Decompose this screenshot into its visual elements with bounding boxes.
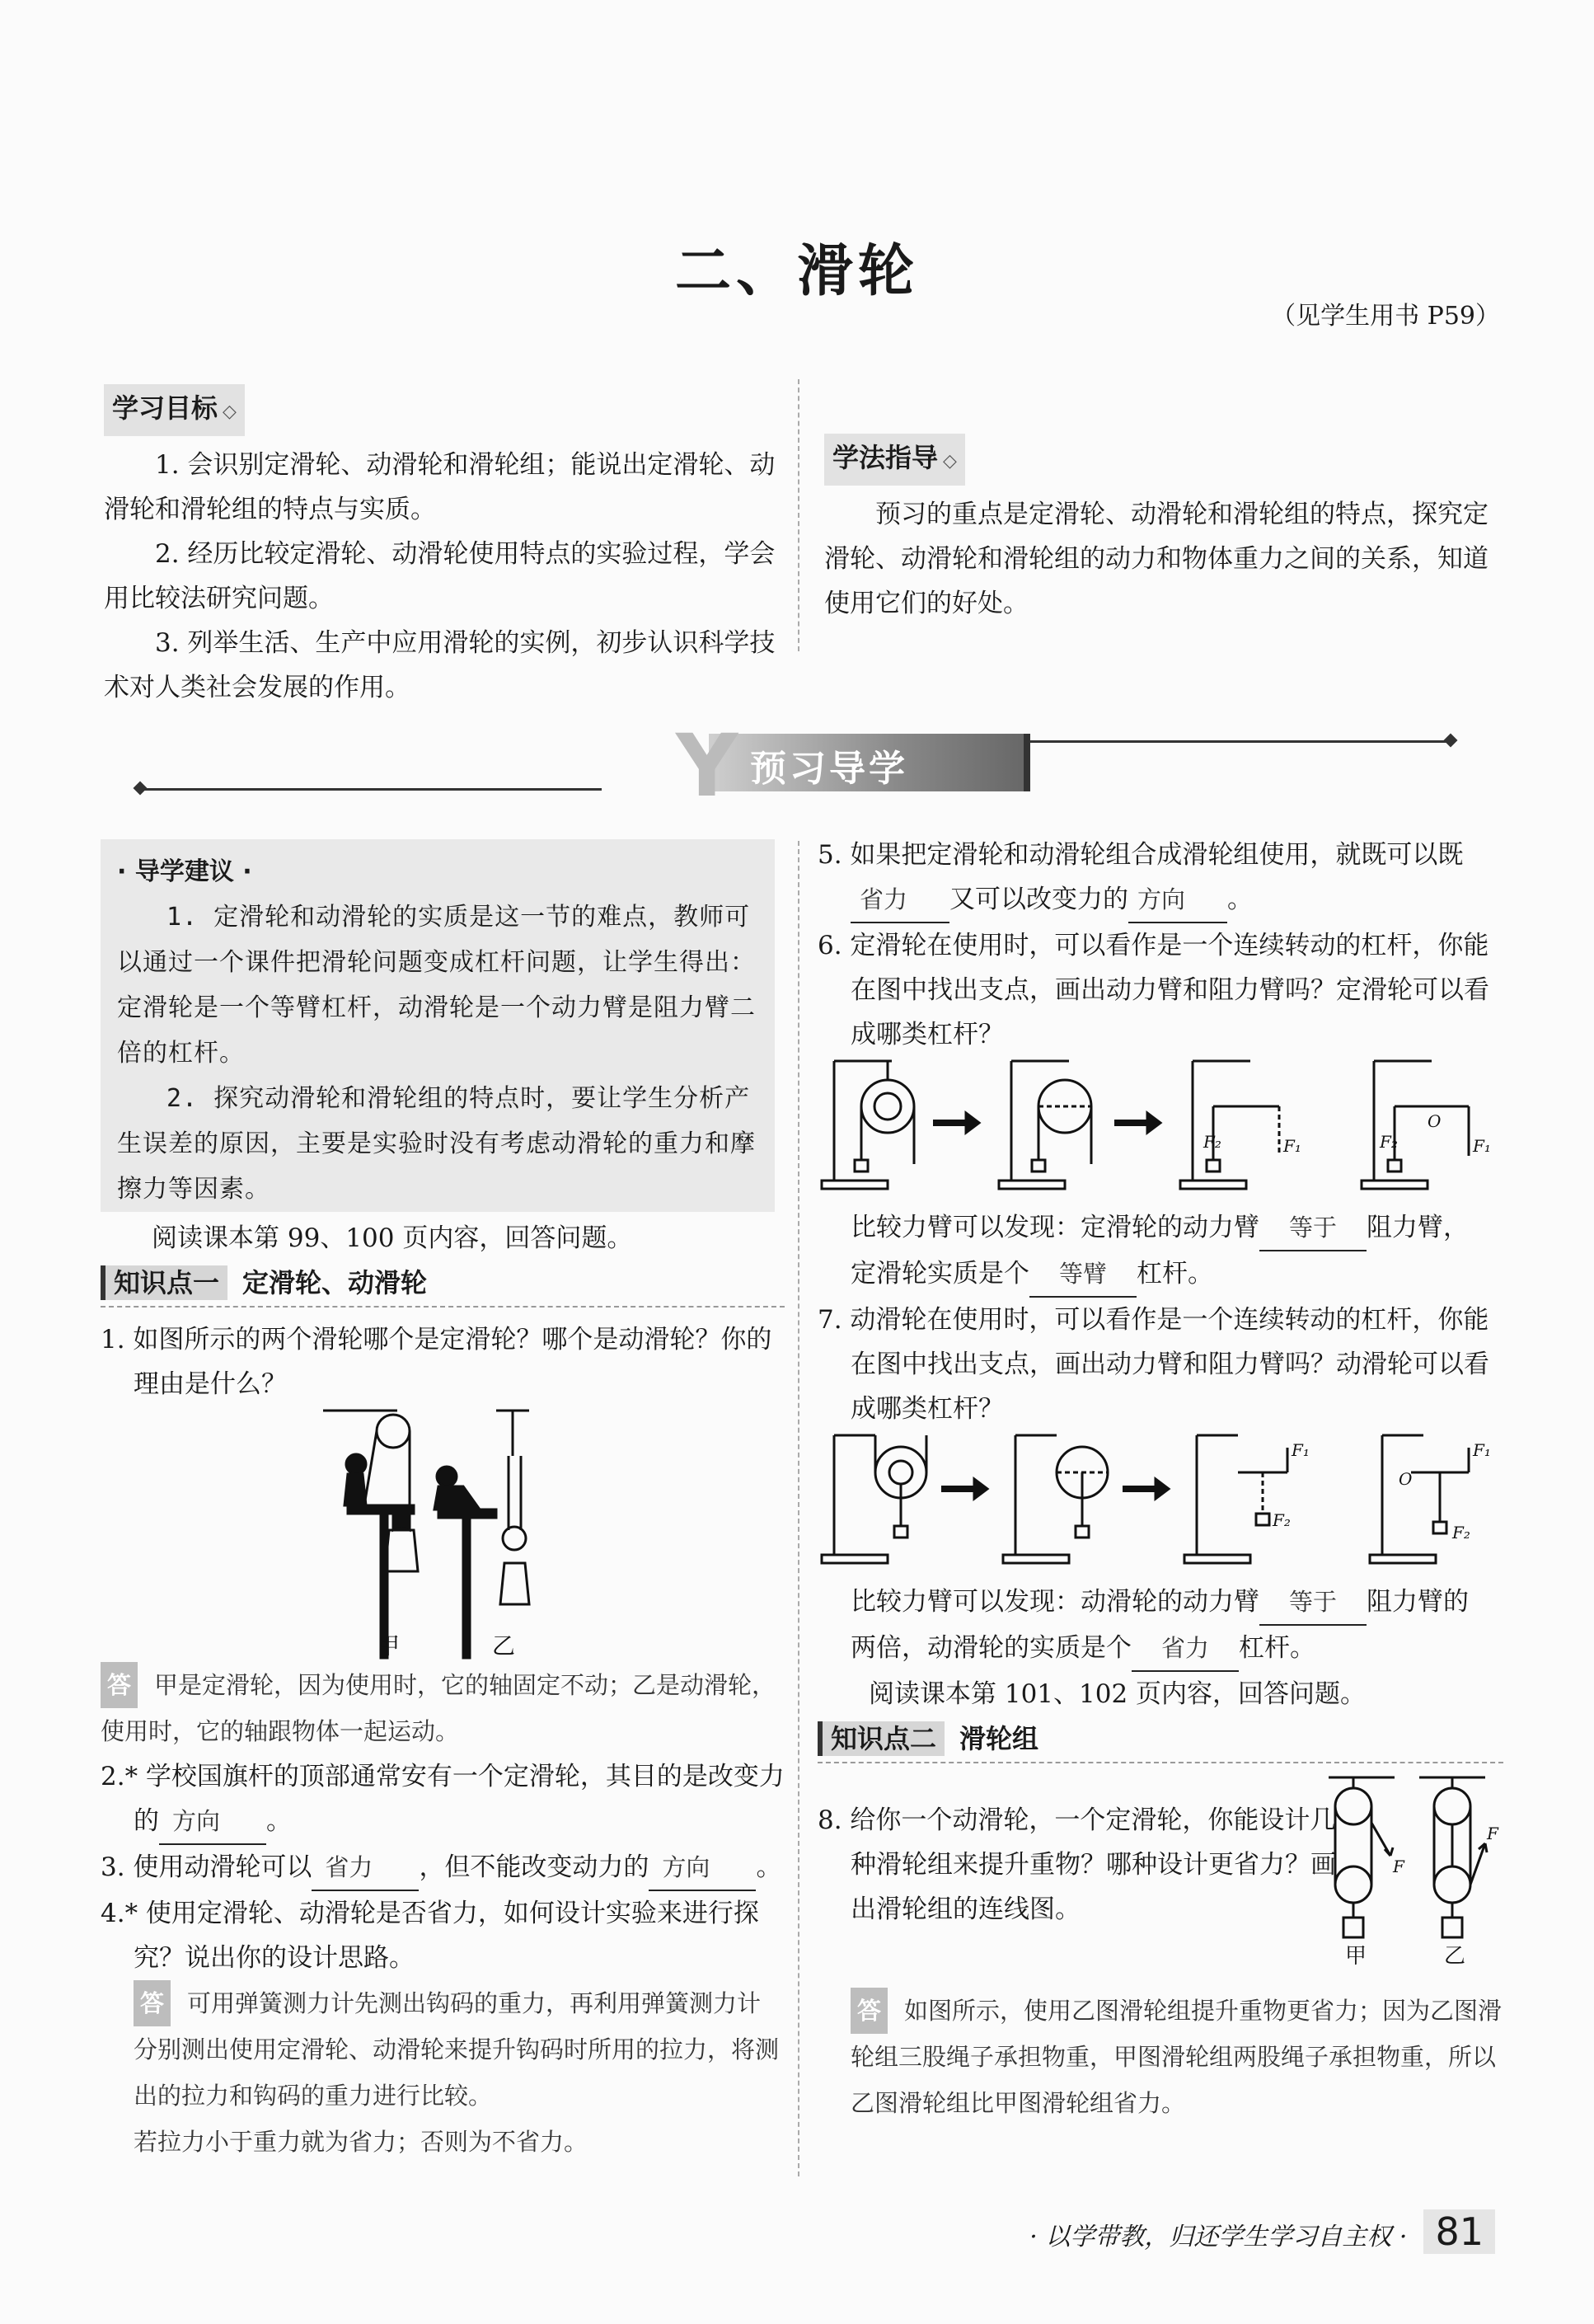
banner-title: 预习导学: [750, 748, 908, 790]
section-banner: [140, 716, 1459, 816]
svg-text:F₁: F₁: [1292, 1440, 1310, 1460]
left-column: [101, 1216, 785, 2165]
question-4: 4.* 使用定滑轮、动滑轮是否省力，如何设计实验来进行探究？说出你的设计思路。: [101, 1899, 759, 1973]
answer-4-conclusion: 若拉力小于重力就为省力；否则为不省力。: [134, 2128, 588, 2156]
answer-tag: 答: [101, 1662, 138, 1708]
blank-answer: 等臂: [1029, 1251, 1137, 1298]
svg-text:F₁: F₁: [1473, 1440, 1491, 1460]
advice-item: 2. 探究动滑轮和滑轮组的特点时，要让学生分析产生误差的原因，主要是实验时没有考虑动滑轮的重力和摩擦力等因素。: [117, 1084, 756, 1204]
question-5: 5. 如果把定滑轮和动滑轮组合成滑轮组使用，就既可以既省力 又可以改变力的 方向 。: [818, 833, 1503, 923]
answer-8: 答 如图所示，使用乙图滑轮组提升重物更省力；因为乙图滑轮组三股绳子承担物重，甲图滑轮组两股绳子承担物重，所以乙图滑轮组比甲图滑轮组省力。: [818, 1988, 1503, 2126]
fixed-pulley-lever-figure: [818, 1057, 1503, 1205]
advice-label: · 导学建议 ·: [117, 857, 252, 886]
reference-note: （见学生用书 P59）: [1271, 302, 1500, 331]
diamond-icon: [134, 782, 148, 796]
goals-section: [104, 379, 780, 710]
figure-label-a: 甲: [1345, 1944, 1367, 1969]
banner-bar: [1024, 734, 1030, 791]
question-8-block: [818, 1773, 1503, 1988]
svg-text:F₁: F₁: [1283, 1136, 1301, 1156]
blank-answer: 省力: [1132, 1626, 1239, 1672]
advice-box: [101, 839, 775, 1212]
question-2: 2.* 学校国旗杆的顶部通常安有一个定滑轮，其目的是改变力的 方向 。: [101, 1754, 785, 1845]
answer-1: 答 甲是定滑轮，因为使用时，它的轴固定不动；乙是动滑轮，使用时，它的轴跟物体一起运动。: [101, 1662, 785, 1754]
diamond-arrow-icon: ◇: [943, 451, 957, 472]
question-6: 6. 定滑轮在使用时，可以看作是一个连续转动的杠杆，你能在图中找出支点，画出动力臂和阻力臂吗？定滑轮可以看成哪类杠杆？: [818, 931, 1489, 1049]
answer-tag: 答: [851, 1988, 888, 2034]
svg-text:F₂: F₂: [1452, 1523, 1470, 1542]
method-section: [824, 429, 1500, 626]
blank-answer: 省力: [851, 877, 949, 923]
svg-text:F: F: [1487, 1824, 1498, 1843]
right-column: [818, 833, 1503, 2126]
answer-4: 答 可用弹簧测力计先测出钩码的重力，再利用弹簧测力计分别测出使用定滑轮、动滑轮来提升钩码时所用的拉力，将测出的拉力和钩码的重力进行比较。: [101, 1980, 785, 2119]
svg-text:F₂: F₂: [1380, 1132, 1398, 1152]
footer-motto: · 以学带教，归还学生学习自主权 ·: [1029, 2223, 1408, 2251]
goal-item: 2. 经历比较定滑轮、动滑轮使用特点的实验过程，学会用比较法研究问题。: [104, 539, 776, 613]
page-footer: [1029, 2209, 1495, 2254]
figure-label-a: 甲: [377, 1632, 401, 1660]
question-1: 1. 如图所示的两个滑轮哪个是定滑轮？哪个是动滑轮？你的理由是什么？: [101, 1325, 772, 1399]
svg-text:F₂: F₂: [1273, 1510, 1291, 1530]
blank-answer: 等于: [1259, 1205, 1367, 1251]
reading-instruction: 阅读课本第 99、100 页内容，回答问题。: [152, 1223, 633, 1253]
pulley-figure: [101, 1406, 785, 1662]
page-title: 二、滑轮: [674, 239, 919, 304]
banner-line: [140, 788, 602, 791]
pulley-block-figure: [1312, 1773, 1502, 1988]
reading-instruction: 阅读课本第 101、102 页内容，回答问题。: [869, 1679, 1367, 1709]
answer-tag: 答: [134, 1980, 171, 2026]
figure-label-b: 乙: [492, 1632, 516, 1660]
svg-text:F₁: F₁: [1473, 1136, 1491, 1156]
advice-item: 1. 定滑轮和动滑轮的实质是这一节的难点，教师可以通过一个课件把滑轮问题变成杠杆问题，让学生得出：定滑轮是一个等臂杠杆，动滑轮是一个动力臂是阻力臂二倍的杠杆。: [117, 903, 756, 1068]
question-6-answer: 比较力臂可以发现：定滑轮的动力臂 等于 阻力臂， 定滑轮实质是个 等臂 杠杆。: [818, 1205, 1503, 1298]
figure-label-b: 乙: [1444, 1944, 1466, 1969]
question-3: 3. 使用动滑轮可以 省力 ，但不能改变动力的 方向 。: [101, 1845, 785, 1891]
goals-heading: 学习目标 ◇: [104, 384, 245, 436]
diamond-arrow-icon: ◇: [223, 401, 237, 422]
movable-pulley-lever-figure: [818, 1431, 1503, 1580]
svg-text:F₂: F₂: [1203, 1132, 1221, 1152]
column-divider: [798, 379, 799, 651]
knowledge-point-2: 知识点二 滑轮组: [818, 1716, 1038, 1761]
column-divider: [798, 841, 799, 2176]
question-7-answer: 比较力臂可以发现：动滑轮的动力臂 等于 阻力臂的 两倍，动滑轮的实质是个 省力 杠杆。: [818, 1580, 1503, 1672]
method-text: 预习的重点是定滑轮、动滑轮和滑轮组的特点，探究定滑轮、动滑轮和滑轮组的动力和物体重力之间的关系，知道使用它们的好处。: [824, 500, 1489, 618]
blank-answer: 方向: [649, 1845, 756, 1891]
blank-answer: 方向: [159, 1799, 266, 1845]
blank-answer: 等于: [1259, 1580, 1367, 1626]
diamond-icon: [1444, 734, 1458, 748]
svg-text:O: O: [1428, 1111, 1442, 1131]
question-8: 8. 给你一个动滑轮，一个定滑轮，你能设计几种滑轮组来提升重物？哪种设计更省力？画出滑轮组的连线图。: [818, 1805, 1336, 1924]
banner-letter: Y: [676, 716, 738, 816]
goal-item: 1. 会识别定滑轮、动滑轮和滑轮组；能说出定滑轮、动滑轮和滑轮组的特点与实质。: [104, 450, 776, 524]
page-number: 81: [1423, 2209, 1495, 2254]
blank-answer: 方向: [1128, 877, 1227, 923]
blank-answer: 省力: [312, 1845, 419, 1891]
banner-line: [1022, 740, 1451, 743]
knowledge-point-1: 知识点一 定滑轮、动滑轮: [101, 1261, 427, 1305]
question-7: 7. 动滑轮在使用时，可以看作是一个连续转动的杠杆，你能在图中找出支点，画出动力臂和阻力臂吗？动滑轮可以看成哪类杠杆？: [818, 1305, 1489, 1424]
svg-text:F: F: [1393, 1857, 1404, 1876]
goal-item: 3. 列举生活、生产中应用滑轮的实例，初步认识科学技术对人类社会发展的作用。: [104, 628, 776, 702]
method-heading: 学法指导 ◇: [824, 434, 965, 486]
svg-text:O: O: [1399, 1469, 1413, 1489]
